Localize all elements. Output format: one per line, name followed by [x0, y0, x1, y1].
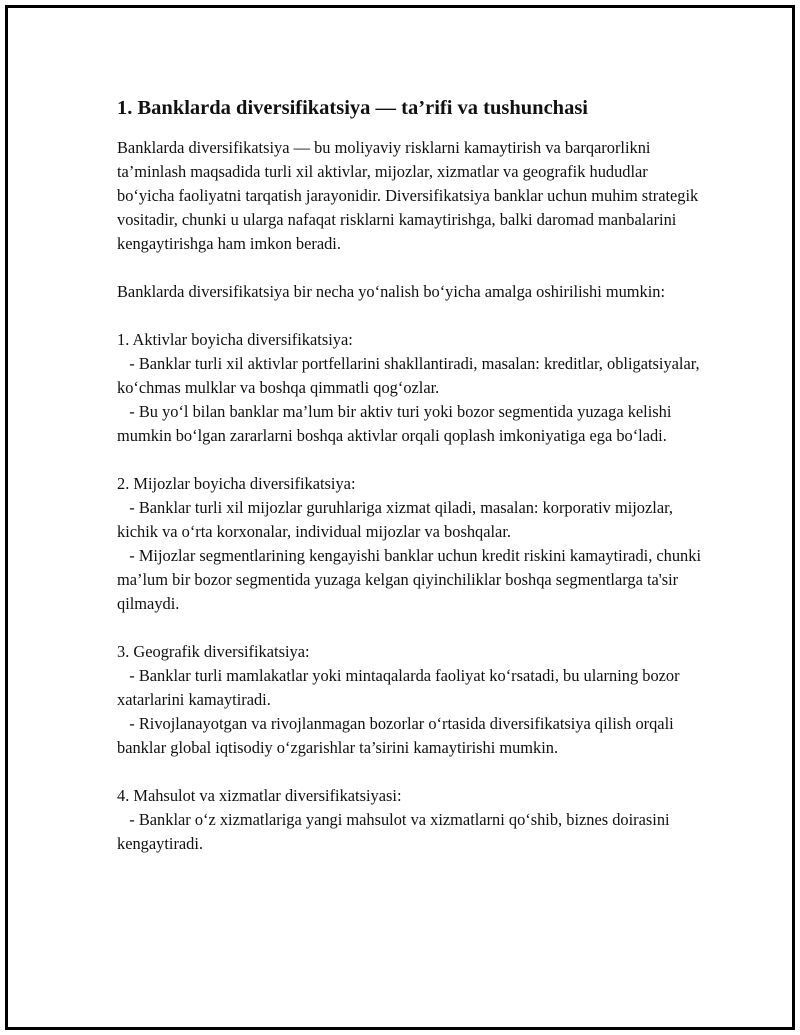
section-clients — [117, 472, 707, 616]
bullet-item: - Banklar o‘z xizmatlariga yangi mahsulot va xizmatlarni qo‘shib, biznes doirasini kengaytiradi. — [117, 810, 670, 853]
section-heading: 2. Mijozlar boyicha diversifikatsiya: — [117, 474, 356, 493]
bullet-item: - Banklar turli xil aktivlar portfellarini shakllantiradi, masalan: kreditlar, obligatsiyalar, ko‘chmas mulklar va boshqa qimmatli qog‘ozlar. — [117, 354, 700, 397]
intro-paragraph — [117, 136, 707, 256]
bullet-item: - Mijozlar segmentlarining kengayishi banklar uchun kredit riskini kamaytiradi, chunki ma’lum bir bozor segmentida yuzaga kelgan qiyinchiliklar boshqa segmentlarga ta'sir qilmaydi. — [117, 546, 701, 613]
section-assets — [117, 328, 707, 448]
section-heading: 4. Mahsulot va xizmatlar diversifikatsiyasi: — [117, 786, 402, 805]
lead-paragraph — [117, 280, 707, 304]
lead-text: Banklarda diversifikatsiya bir necha yo‘nalish bo‘yicha amalga oshirilishi mumkin: — [117, 282, 666, 301]
section-geographic — [117, 640, 707, 760]
document-body — [117, 94, 707, 880]
bullet-item: - Banklar turli mamlakatlar yoki mintaqalarda faoliyat ko‘rsatadi, bu ularning bozor xatarlarini kamaytiradi. — [117, 666, 680, 709]
section-products — [117, 784, 707, 856]
bullet-item: - Rivojlanayotgan va rivojlanmagan bozorlar o‘rtasida diversifikatsiya qilish orqali banklar global iqtisodiy o‘zgarishlar ta’sirini kamaytirishi mumkin. — [117, 714, 674, 757]
section-heading: 3. Geografik diversifikatsiya: — [117, 642, 310, 661]
intro-text: Banklarda diversifikatsiya — bu moliyaviy risklarni kamaytirish va barqarorlikni ta’minlash maqsadida turli xil aktivlar, mijozlar, xizmatlar va geografik hududlar bo‘yicha faoliyatni tarqatish jarayonidir. Diversifikatsiya banklar uchun muhim strategik vositadir, chunki u ularga nafaqat risklarni kamaytirishga, balki daromad manbalarini kengaytirishga ham imkon beradi. — [117, 138, 699, 253]
document-title: 1. Banklarda diversifikatsiya — ta’rifi va tushunchasi — [117, 97, 588, 119]
bullet-item: - Banklar turli xil mijozlar guruhlariga xizmat qiladi, masalan: korporativ mijozlar, kichik va o‘rta korxonalar, individual mijozlar va boshqalar. — [117, 498, 674, 541]
section-heading: 1. Aktivlar boyicha diversifikatsiya: — [117, 330, 353, 349]
bullet-item: - Bu yo‘l bilan banklar ma’lum bir aktiv turi yoki bozor segmentida yuzaga kelishi mumkin bo‘lgan zararlarni boshqa aktivlar orqali qoplash imkoniyatiga ega bo‘ladi. — [117, 402, 672, 445]
